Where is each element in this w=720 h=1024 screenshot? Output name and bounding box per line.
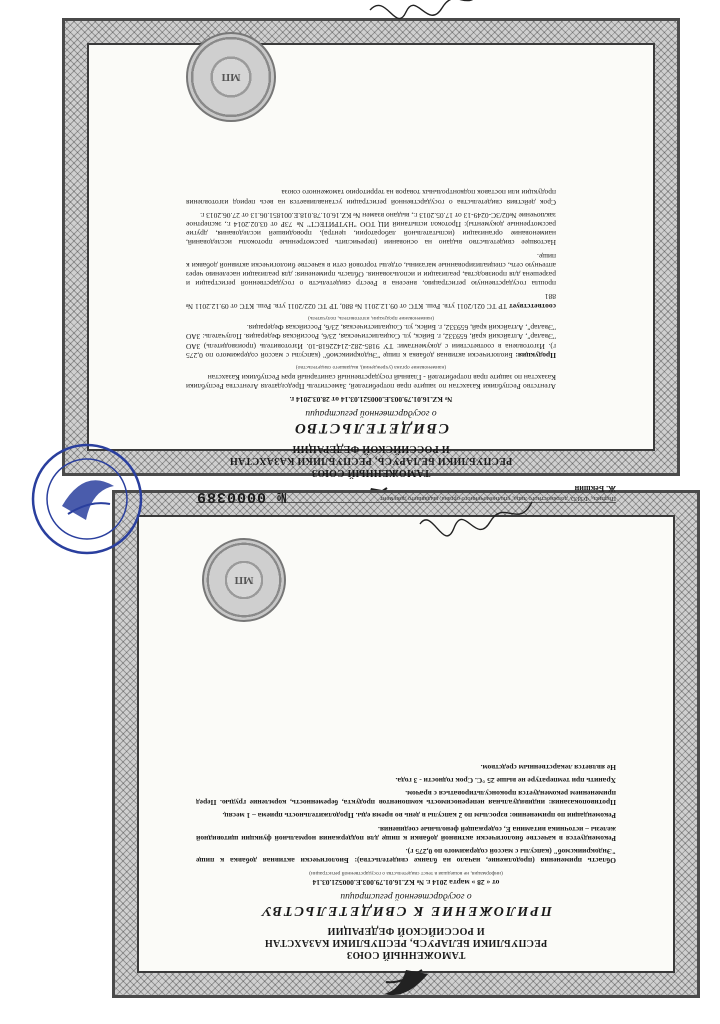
basis-text: Настоящее свидетельство выдано на основании (перечислить рассмотренные протоколы исследований, наименование организации (испытательной лаборатории, центра), проводившей исследования, другие рассмотренные документы): Протокол испытаний ИЦ ТОО "НУТРИТЕСТ" № 73Р от 03.02.2014 г., экспертное заключение №02/3С-0249-13 от 17.05.2013 г., выдано взамен № KZ.16.01.78.018.E.001851.06.13 от 27.06.2013 г. <box>186 210 556 248</box>
contraindications-text: Противопоказания: индивидуальная непереносимость компонентов продукта, беременность, кормление грудью. Перед применением рекомендуется проконсультироваться с врачом. <box>196 789 616 808</box>
appendix-inner <box>137 484 675 973</box>
appendix-date-note: (информация, не вошедшая в текст свидетельства о государственной регистрации) <box>309 869 503 876</box>
certificate-number: № KZ.16.01.79.003.E.000521.03.14 от 28.03.2014 г. <box>289 395 453 404</box>
product-text: Биологически активная добавка к пище "Эндокрииксмоб" (капсулы с массой содержимого по 0,275 г). Изготовлена в соответствии с документами: ТУ 9185-282-21422618-10. Изготовитель (производитель) ЗАО "Эвалар", Алтайский край, 659332, г. Бийск, ул. Социалистическая, 23/6, Российская Федерация. Получатель: ЗАО "Эвалар", Алтайский край, 659332, г. Бийск, ул. Социалистическая, 23/6, Российская Федерация. <box>185 323 556 360</box>
appendix-document <box>112 484 700 998</box>
issuer-text: Агентство Республики Казахстан по защите прав потребителей, Заместитель Председателя Агентства Республики Казахстан по защите прав потребителей - Главный государственный санитарный врач Республики Казахстан <box>186 372 556 391</box>
certificate-subtitle: о государственной регистрации <box>305 408 437 418</box>
handwritten-signature <box>366 0 486 20</box>
union-title-line: И РОССИЙСКОЙ ФЕДЕРАЦИИ <box>327 925 485 936</box>
product-note: (наименование продукции, изготовитель, получатель) <box>307 315 435 322</box>
certificate-rotated-content <box>168 0 574 532</box>
storage-text: Хранить при температуре не выше 25 °С. Срок годности - 3 года. <box>395 775 616 785</box>
customs-union-emblem-icon <box>376 964 436 1004</box>
issuer-note: (наименование органа (учреждения), выдавшего свидетельство) <box>295 364 447 371</box>
seal-label: МП <box>234 574 254 586</box>
appendix-date-number: от « 28 » марта 2014 г. № KZ.16.01.79.003.E.000521.03.14 <box>312 878 500 887</box>
certificate-title: СВИДЕТЕЛЬСТВО <box>293 420 449 436</box>
official-seal <box>186 32 276 122</box>
signature-caption: Подпись, Ф.И.О. должностного лица, уполномоченного органа, выдавшего документ <box>380 495 616 503</box>
registration-text: прошла государственную регистрацию, внесена в Реестр свидетельств о государственной регистрации и разрешена для производства, реализации и использования. Область применения: для реализации населению через аптечную сеть, специализированные магазины, отделы торговой сети в качестве биологически активной добавки к пище. <box>186 251 556 289</box>
blue-round-stamp-icon <box>28 440 146 558</box>
serial-number: № 0000389 <box>196 488 287 505</box>
union-title-line: И РОССИЙСКОЙ ФЕДЕРАЦИИ <box>292 443 450 454</box>
seal-label: МП <box>221 71 241 83</box>
official-seal <box>202 538 286 622</box>
union-title-line: ТАМОЖЕННЫЙ СОЮЗ <box>311 467 431 478</box>
certificate-document <box>62 18 680 476</box>
signer-name: Ж. Бекшин <box>574 484 616 493</box>
certificate-inner <box>87 43 655 478</box>
scope-text: Область применения (продолжение, начало на бланке свидетельства): Биологически активная добавка к пище "Эндокрииксмоб" (капсулы с массой содержимого по 0,275 г). <box>196 847 616 866</box>
not-drug-text: Не является лекарственным средством. <box>480 762 616 772</box>
conformity-label: соответствует <box>509 301 556 311</box>
union-title-line: РЕСПУБЛИКИ БЕЛАРУСЬ, РЕСПУБЛИКИ КАЗАХСТАН <box>264 937 548 948</box>
product-label: Продукция: <box>515 350 556 360</box>
union-title-line: РЕСПУБЛИКИ БЕЛАРУСЬ, РЕСПУБЛИКИ КАЗАХСТАН <box>229 455 513 466</box>
appendix-rotated-content <box>178 474 634 1014</box>
union-title-line: ТАМОЖЕННЫЙ СОЮЗ <box>346 949 466 960</box>
handwritten-signature <box>416 492 536 536</box>
appendix-title: ПРИЛОЖЕНИЕ К СВИДЕТЕЛЬСТВУ <box>260 903 552 918</box>
appendix-footer <box>196 484 616 508</box>
conformity-text: ТР ТС 021/2011 утв. Реш. КТС от 09.12.2011 № 880, ТР ТС 022/2011 утв. Реш. КТС от 09.12.2011 № 881 <box>185 292 556 311</box>
usage-text: Рекомендации по применению: взрослым по 2 капсулы в день во время еды. Продолжительность приема – 1 месяц. <box>222 811 616 821</box>
validity-text: Срок действия свидетельства о государственной регистрации устанавливается на весь период изготовления продукции или поставок подконтрольных товаров на территорию таможенного союза <box>186 188 556 207</box>
appendix-subtitle: о государственной регистрации <box>340 891 472 901</box>
recommendation-text: Рекомендуется в качестве биологически активной добавки к пище для поддержания нормальной функции щитовидной железы – источника витамина Е, содержащей фенольные соединения. <box>196 824 616 843</box>
